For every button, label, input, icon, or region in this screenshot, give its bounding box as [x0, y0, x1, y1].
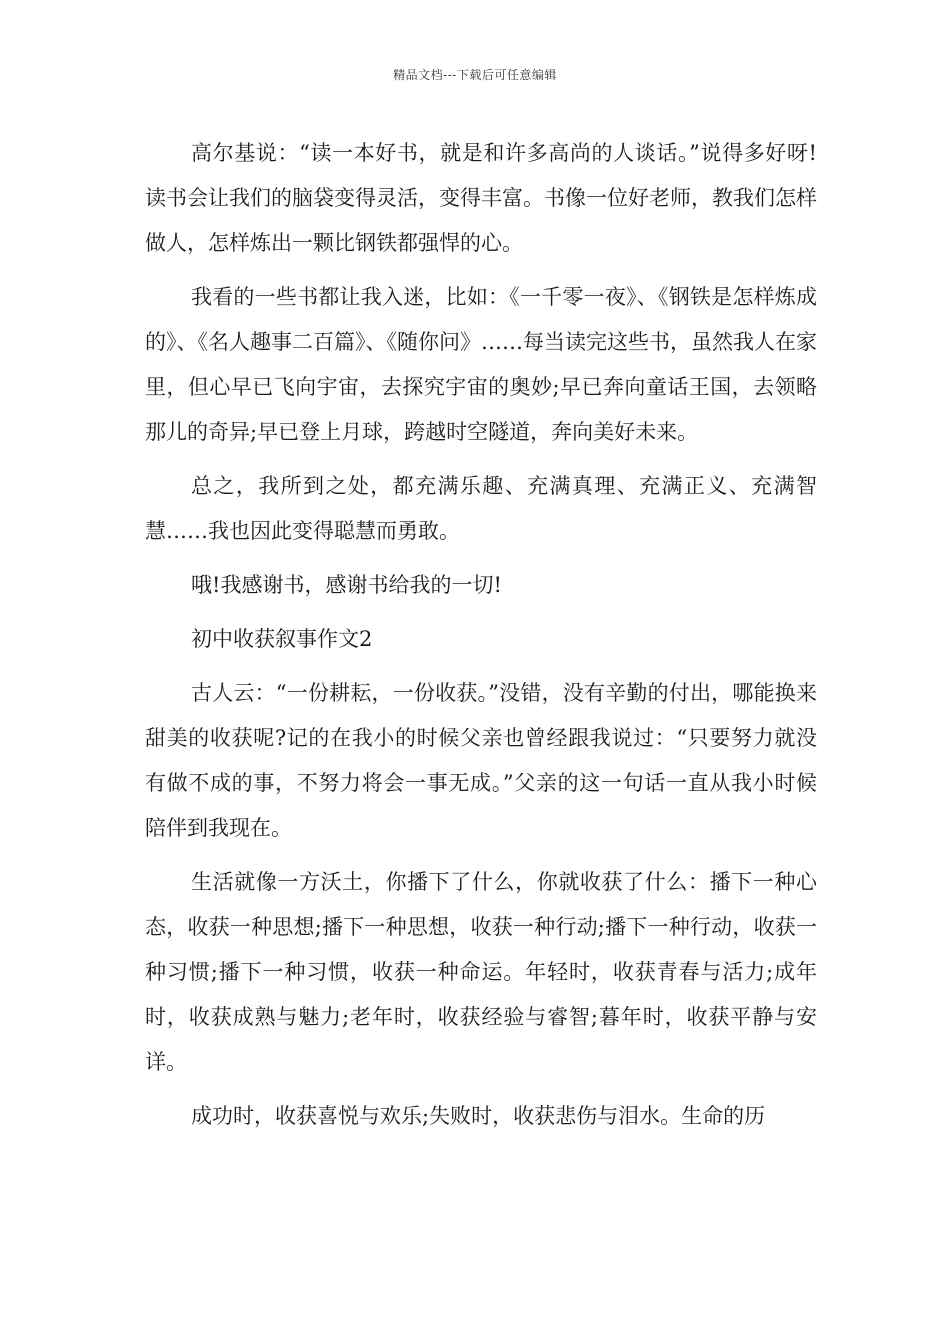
paragraph: 总之，我所到之处，都充满乐趣、充满真理、充满正义、充满智慧……我也因此变得聪慧而勇敢。 — [145, 474, 817, 543]
paragraph: 高尔基说：“读一本好书，就是和许多高尚的人谈话。”说得多好呀!读书会让我们的脑袋变得灵活，变得丰富。书像一位好老师，教我们怎样做人，怎样炼出一颗比钢铁都强悍的心。 — [145, 141, 817, 255]
section-title: 初中收获叙事作文2 — [191, 627, 373, 651]
document-body — [145, 131, 817, 1148]
page-header: 精品文档---下载后可任意编辑 — [393, 68, 557, 82]
paragraph: 哦!我感谢书，感谢书给我的一切! — [191, 573, 502, 597]
paragraph: 生活就像一方沃土，你播下了什么，你就收获了什么：播下一种心态，收获一种思想;播下一种思想，收获一种行动;播下一种行动，收获一种习惯;播下一种习惯，收获一种命运。年轻时，收获青春与活力;成年时，收获成熟与魅力;老年时，收获经验与睿智;暮年时，收获平静与安详。 — [145, 870, 817, 1074]
paragraph: 我看的一些书都让我入迷，比如：《一千零一夜》、《钢铁是怎样炼成的》、《名人趣事二百篇》、《随你问》……每当读完这些书，虽然我人在家里，但心早已飞向宇宙，去探究宇宙的奥妙;早已奔向童话王国，去领略那儿的奇异;早已登上月球，跨越时空隧道，奔向美好未来。 — [145, 285, 817, 444]
paragraph: 古人云：“一份耕耘，一份收获。”没错，没有辛勤的付出，哪能换来甜美的收获呢?记的在我小的时候父亲也曾经跟我说过：“只要努力就没有做不成的事，不努力将会一事无成。”父亲的这一句话一直从我小时候陪伴到我现在。 — [145, 681, 817, 840]
paragraph: 成功时，收获喜悦与欢乐;失败时，收获悲伤与泪水。生命的历 — [191, 1104, 766, 1128]
